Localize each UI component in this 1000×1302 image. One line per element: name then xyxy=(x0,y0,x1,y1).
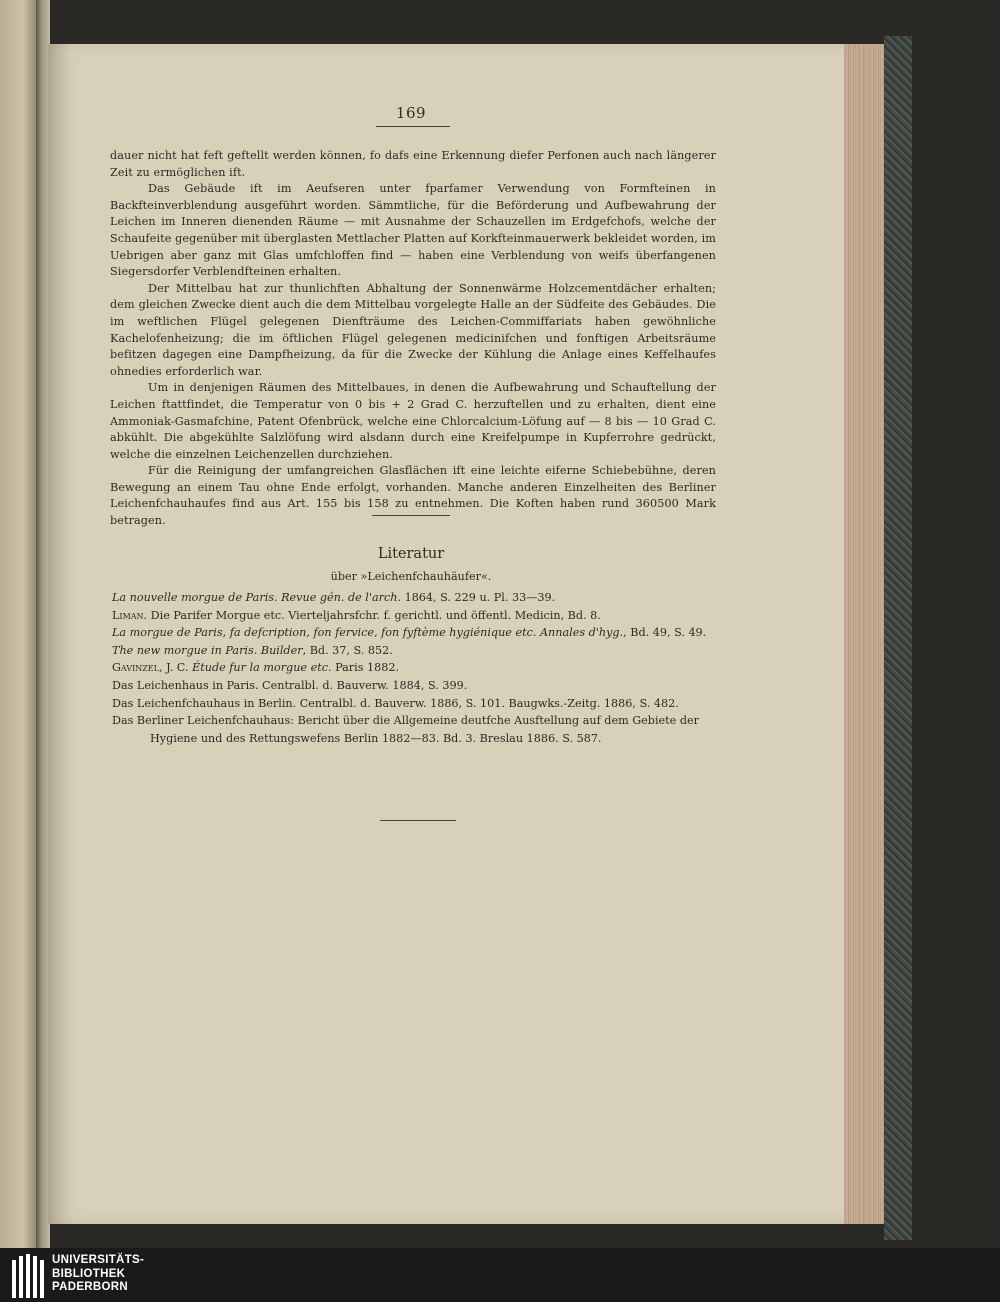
literature-entry: Das Leichenfchauhaus in Berlin. Centralbl. d. Bauverw. 1886, S. 101. Baugwks.-Zeitg. 1886, S. 482. xyxy=(112,696,679,710)
section-divider xyxy=(372,515,450,516)
literature-entry: Gavinzel, J. C. Étude fur la morgue etc. Paris 1882. xyxy=(112,661,400,675)
logo-mark xyxy=(12,1254,50,1298)
paragraph: Um in denjenigen Räumen des Mittelbaues, in denen die Aufbewahrung und Schauftellung der Leichen ftattfindet, die Temperatur von 0 bis + 2 Grad C. herzuftellen und zu erhalten, dient eine Ammoniak-Gasmafchine, Patent Ofenbrück, welche eine Chlorcalcium-Löfung auf — 8 bis — 10 Grad C. abkühlt. Die abgekühlte Salzlöfung wird alsdann durch eine Kreifelpumpe in Kupferrohre gedrückt, welche die einzelnen Leichenzellen durchziehen. xyxy=(110,381,716,461)
author-name: Gavinzel, J. C. xyxy=(112,661,189,675)
literature-entry: The new morgue in Paris. Builder, Bd. 37, S. 852. xyxy=(112,643,393,657)
literature-entry: Das Leichenhaus in Paris. Centralbl. d. Bauverw. 1884, S. 399. xyxy=(112,678,468,692)
literature-entry: La morgue de Paris, fa defcription, fon fervice, fon fyftème hygiénique etc. Annales d'hyg., Bd. 49, S. 49. xyxy=(112,626,707,640)
body-text xyxy=(110,148,716,530)
paragraph: dauer nicht hat feft geftellt werden können, fo dafs eine Erkennung diefer Perfonen auch nach längerer Zeit zu ermöglichen ift. xyxy=(110,149,716,179)
library-logo xyxy=(12,1254,172,1298)
literature-entry: Liman. Die Parifer Morgue etc. Vierteljahrsfchr. f. gerichtl. und öffentl. Medicin, Bd. 8. xyxy=(112,608,601,622)
literature-heading: Literatur xyxy=(377,546,445,562)
paragraph: Für die Reinigung der umfangreichen Glasflächen ift eine leichte eiferne Schiebebühne, deren Bewegung an einem Tau ohne Ende erfolgt, vorhanden. Manche anderen Einzelheiten des Berliner Leichenfchauhaufes find aus Art. 155 bis 158 zu entnehmen. Die Koften haben rund 360500 Mark betragen. xyxy=(110,464,716,528)
literature-subheading: über »Leichenfchauhäufer«. xyxy=(330,570,492,583)
paragraph: Der Mittelbau hat zur thunlichften Abhaltung der Sonnenwärme Holzcementdächer erhalten; dem gleichen Zwecke dient auch die dem Mittelbau vorgelegte Halle an der Südfeite des Gebäudes. Die im weftlichen Flügel gelegenen Dienfträume des Leichen-Commiffariats haben gewöhnliche Kachelofenheizung; die im öftlichen Flügel gelegenen medicinifchen und fonftigen Arbeitsräume befitzen dagegen eine Dampfheizung, da für die Zwecke der Kühlung die Anlage eines Keffelhaufes ohnedies erforderlich war. xyxy=(110,281,716,378)
page-number-rule xyxy=(376,126,450,127)
literature-entry-continuation: Hygiene und des Rettungswefens Berlin 1882—83. Bd. 3. Breslau 1886. S. 587. xyxy=(150,731,602,745)
literature-entry: Das Berliner Leichenfchauhaus: Bericht über die Allgemeine deutfche Ausftellung auf dem Gebiete der xyxy=(112,714,699,728)
end-divider xyxy=(380,820,456,821)
page-number: 169 xyxy=(395,104,427,122)
literature-entry: La nouvelle morgue de Paris. Revue gén. de l'arch. 1864, S. 229 u. Pl. 33—39. xyxy=(112,591,556,604)
paragraph: Das Gebäude ift im Aeufseren unter fparfamer Verwendung von Formfteinen in Backfteinverblendung ausgeführt worden. Sämmtliche, für die Beförderung und Aufbewahrung der Leichen im Inneren dienenden Räume — mit Ausnahme der Schauzellen im Erdgefchofs, welche der Schaufeite gegenüber mit überglasten Mettlacher Platten auf Korkfteinmauerwerk bekleidet worden, im Uebrigen aber ganz mit Glas umfchloffen find — haben eine Verblendung von weifs überfangenen Siegersdorfer Verblendfteinen erhalten. xyxy=(110,182,716,279)
author-name: Liman. xyxy=(112,608,148,622)
literature-list xyxy=(112,589,718,747)
logo-text: UNIVERSITÄTS- BIBLIOTHEK PADERBORN xyxy=(52,1254,145,1293)
